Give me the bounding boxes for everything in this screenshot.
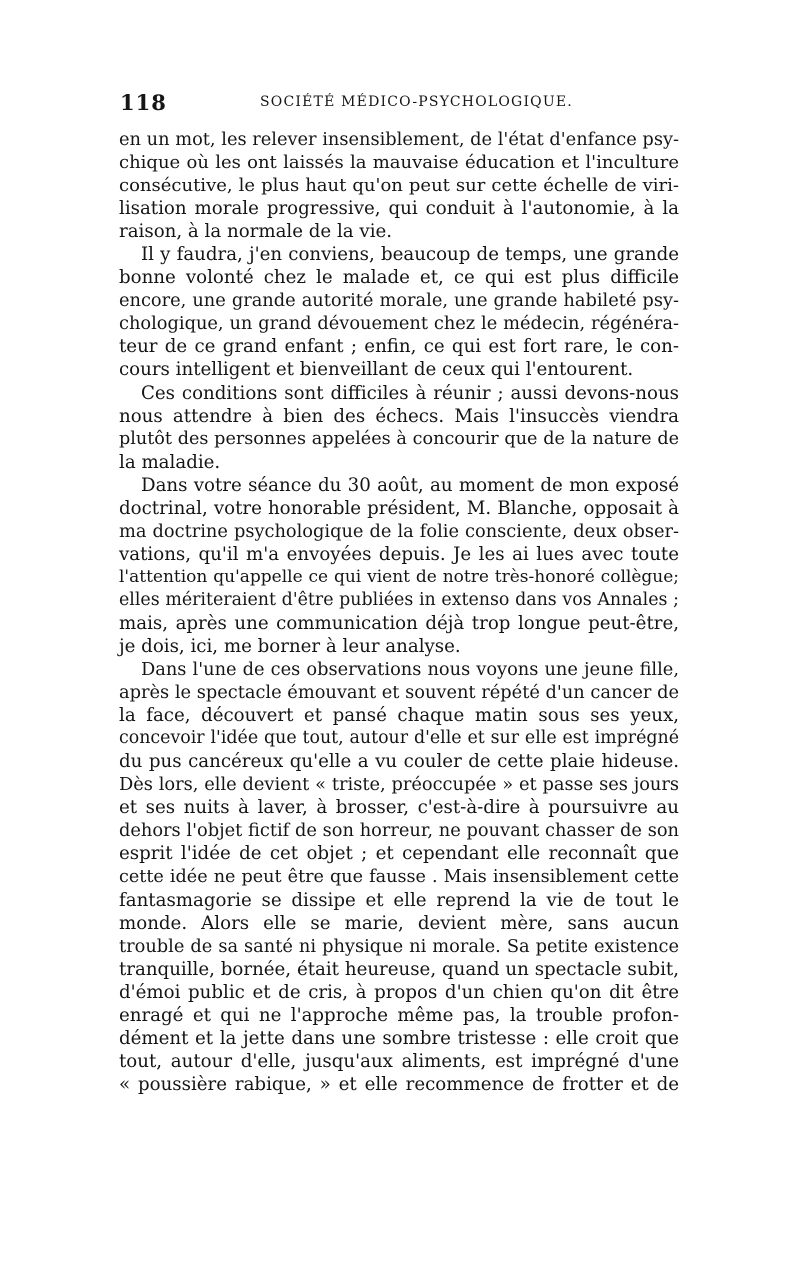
- text-line: chologique, un grand dévouement chez le médecin, régénéra-: [119, 313, 679, 335]
- text-line: mais, après une communication déjà trop longue peut-être,: [119, 612, 679, 634]
- text-line: monde. Alors elle se marie, devient mère, sans aucun: [119, 912, 679, 934]
- text-line: Ces conditions sont difficiles à réunir ; aussi devons-nous: [141, 382, 679, 404]
- text-line: en un mot, les relever insensiblement, de l'état d'enfance psy-: [119, 129, 679, 150]
- text-line: cours intelligent et bienveillant de ceux qui l'entourent.: [119, 359, 634, 381]
- text-line: esprit l'idée de cet objet ; et cependant elle reconnaît que: [119, 843, 679, 865]
- text-line: et ses nuits à laver, à brosser, c'est-à-dire à poursuivre au: [119, 797, 679, 819]
- text-line: « poussière rabique, » et elle recommence de frotter et de: [119, 1073, 679, 1095]
- text-line: teur de ce grand enfant ; enfin, ce qui est fort rare, le con-: [119, 336, 679, 358]
- text-line: raison, à la normale de la vie.: [119, 221, 393, 243]
- text-line: Dans votre séance du 30 août, au moment de mon exposé: [141, 474, 679, 496]
- text-line: doctrinal, votre honorable président, M. Blanche, opposait à: [119, 497, 679, 519]
- text-line: tranquille, bornée, était heureuse, quand un spectacle subit,: [119, 958, 679, 980]
- text-line: enragé et qui ne l'approche même pas, la trouble profon-: [119, 1004, 679, 1026]
- text-line: trouble de sa santé ni physique ni morale. Sa petite existence: [119, 935, 679, 957]
- text-line: cette idée ne peut être que fausse . Mais insensiblement cette: [119, 866, 679, 887]
- text-line: encore, une grande autorité morale, une grande habileté psy-: [119, 290, 679, 312]
- text-line: d'émoi public et de cris, à propos d'un chien qu'on dit être: [119, 981, 679, 1003]
- text-line: vations, qu'il m'a envoyées depuis. Je les ai lues avec toute: [119, 543, 679, 565]
- text-line: dehors l'objet fictif de son horreur, ne pouvant chasser de son: [119, 820, 679, 842]
- text-line: elles mériteraient d'être publiées in extenso dans vos Annales ;: [119, 589, 679, 610]
- text-line: l'attention qu'appelle ce qui vient de notre très-honoré collègue;: [119, 566, 679, 587]
- text-line: tout, autour d'elle, jusqu'aux aliments, est imprégné d'une: [119, 1050, 679, 1072]
- text-line: chique où les ont laissés la mauvaise éducation et l'inculture: [119, 152, 679, 174]
- text-line: nous attendre à bien des échecs. Mais l'insuccès viendra: [119, 405, 679, 427]
- text-line: dément et la jette dans une sombre tristesse : elle croit que: [119, 1027, 679, 1049]
- text-line: fantasmagorie se dissipe et elle reprend la vie de tout le: [119, 889, 679, 911]
- text-line: je dois, ici, me borner à leur analyse.: [119, 636, 461, 658]
- text-line: après le spectacle émouvant et souvent répété d'un cancer de: [119, 682, 679, 704]
- text-line: concevoir l'idée que tout, autour d'elle et sur elle est imprégné: [119, 728, 679, 749]
- text-line: la face, découvert et pansé chaque matin sous ses yeux,: [119, 705, 679, 727]
- text-line: bonne volonté chez le malade et, ce qui est plus difficile: [119, 267, 679, 289]
- text-line: du pus cancéreux qu'elle a vu couler de cette plaie hideuse.: [119, 751, 679, 773]
- page-number: 118: [120, 90, 167, 115]
- text-line: ma doctrine psychologique de la folie consciente, deux obser-: [119, 520, 679, 542]
- text-line: consécutive, le plus haut qu'on peut sur cette échelle de viri-: [119, 175, 679, 197]
- text-line: Dans l'une de ces observations nous voyons une jeune fille,: [141, 659, 679, 681]
- text-line: plutôt des personnes appelées à concourir que de la nature de: [119, 428, 679, 449]
- text-line: lisation morale progressive, qui conduit à l'autonomie, à la: [119, 198, 679, 220]
- text-line: Dès lors, elle devient « triste, préoccupée » et passe ses jours: [119, 774, 679, 796]
- running-title: SOCIÉTÉ MÉDICO-PSYCHOLOGIQUE.: [260, 94, 573, 110]
- text-line: Il y faudra, j'en conviens, beaucoup de temps, une grande: [141, 244, 679, 266]
- running-head: [120, 90, 680, 116]
- text-line: la maladie.: [119, 451, 221, 473]
- body-text: [119, 128, 679, 1096]
